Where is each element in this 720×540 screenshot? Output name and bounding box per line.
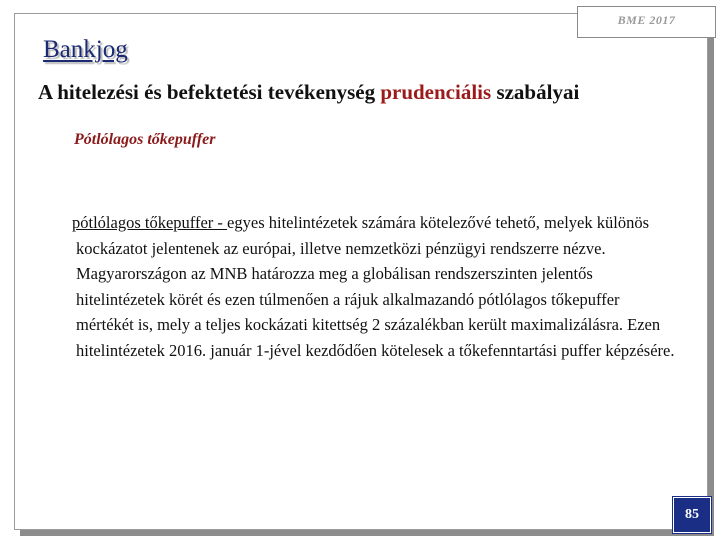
subtitle-text-before: A hitelezési és befektetési tevékenység <box>38 80 381 104</box>
frame-shadow-right <box>707 19 714 535</box>
slide-subtitle <box>38 80 579 105</box>
slide-title: Bankjog <box>43 36 128 63</box>
subtitle-highlight: prudenciális <box>380 80 492 104</box>
body-paragraph <box>72 210 676 363</box>
frame-shadow-bottom <box>20 529 714 536</box>
subtitle-text-after: szabályai <box>491 80 580 104</box>
body-term: pótlólagos tőkepuffer - <box>72 213 228 232</box>
body-text: egyes hitelintézetek számára kötelezővé tehető, melyek különös kockázatot jelentenek az európai, illetve nemzetközi pénzügyi rendszerre nézve. Magyarországon az MNB határozza meg a globálisan rendszerszinten jelentős hitelintézetek körét és ezen túlmenően a rájuk alkalmazandó pótlólagos tőkepuffer mértékét is, mely a teljes kockázati kitettség 2 százalékban került maximalizálásra. Ezen hitelintézetek 2016. január 1-jével kezdődően kötelesek a tőkefenntartási puffer képzésére. <box>76 213 675 360</box>
page-number: 85 <box>685 507 699 522</box>
header-label-box <box>577 6 716 38</box>
header-label: BME 2017 <box>617 13 676 27</box>
section-heading: Pótlólagos tőkepuffer <box>74 131 216 148</box>
page-number-badge <box>673 497 711 533</box>
